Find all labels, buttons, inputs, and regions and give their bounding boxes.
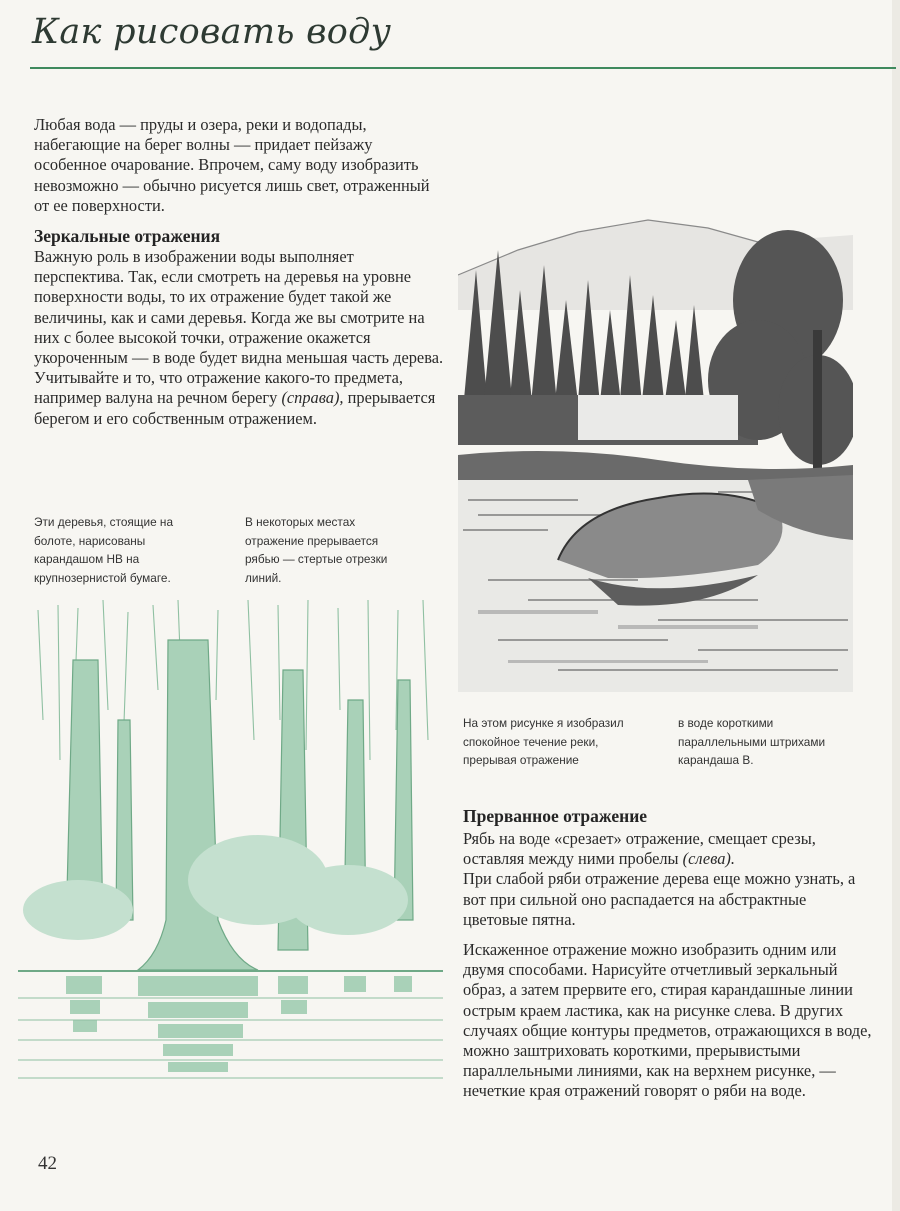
title-divider — [30, 67, 896, 69]
section-heading-mirror: Зеркальные отражения — [34, 226, 221, 246]
caption-broken-reflection: В некоторых местах отражение прерывается рябью — стертые отрезки линий. — [245, 515, 388, 585]
page-number: 42 — [38, 1153, 57, 1174]
body-text: прерывается берегом и его собственным отражением. — [34, 388, 436, 428]
caption-river-left: На этом рисунке я изобразил спокойное течение реки, прерывая отражение — [463, 716, 624, 767]
body-text: При слабой ряби отражение дерева еще можно узнать, а вот при сильной оно распадается на абстрактные цветовые пятна. — [463, 869, 856, 929]
body-italic: (справа), — [281, 388, 344, 408]
page-title: Как рисовать воду — [32, 12, 392, 52]
caption-river-right: в воде короткими параллельными штрихами карандаша В. — [678, 716, 826, 767]
section-heading-broken: Прерванное отражение — [463, 806, 648, 826]
intro-paragraph: Любая вода — пруды и озера, реки и водопады, набегающие на берег волны — придает пейзажу особенное очарование. Впрочем, саму воду изобразить невозможно — обычно рисуется лишь свет, отраженный от ее поверхности. — [34, 115, 430, 215]
page-edge — [892, 0, 900, 1211]
river-landscape-illustration — [458, 180, 853, 692]
caption-swamp-trees: Эти деревья, стоящие на болоте, нарисованы карандашом НВ на крупнозернистой бумаге. — [34, 515, 173, 585]
section-body-broken — [463, 829, 873, 930]
body-italic: (слева). — [682, 849, 735, 869]
section-body-distorted: Искаженное отражение можно изобразить одним или двумя способами. Нарисуйте отчетливый зеркальный образ, а затем прервите его, стирая карандашные линии острым краем ластика, как на рисунке слева. В других случаях общие контуры предметов, отражающихся в воде, можно заштриховать короткими, прерывистыми параллельными линиями, как на верхнем рисунке, — нечеткие края отражений говорят о ряби на воде. — [463, 940, 872, 1101]
section-body-mirror — [34, 247, 444, 429]
body-text: Рябь на воде «срезает» отражение, смещает срезы, оставляя между ними пробелы — [463, 829, 816, 869]
body-text: Важную роль в изображении воды выполняет перспектива. Так, если смотреть на деревья на уровне поверхности воды, то их отражение будет такой же величины, как и сами деревья. Когда же вы смотрите на них с более высокой точки, отражение окажется укороченным — в воде будет видна меньшая часть дерева. Учитывайте и то, что отражение какого-то предмета, например валуна на речном берегу — [34, 247, 444, 408]
swamp-trees-illustration — [18, 600, 443, 1155]
